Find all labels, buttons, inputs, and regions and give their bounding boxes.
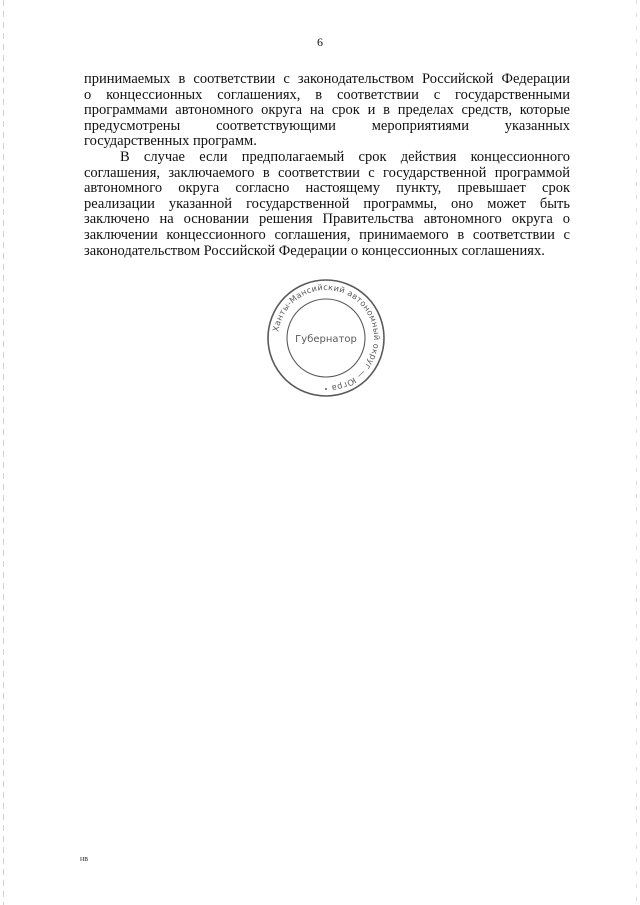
text-line: государственных программ.	[84, 133, 257, 150]
governor-seal-stamp	[264, 276, 388, 400]
body-text	[84, 72, 570, 259]
text-line: реализации указанной государственной программы, оно может быть	[84, 195, 570, 212]
text-line: заключении концессионного соглашения, принимаемого в соответствии с	[84, 226, 570, 243]
text-line: автономного округа согласно настоящему пункту, превышает срок	[84, 180, 570, 197]
seal-ring-text: Ханты-Мансийский автономный округ — Югра	[270, 281, 383, 394]
typist-mark: нв	[80, 854, 89, 863]
text-line: принимаемых в соответствии с законодательством Российской Федерации	[84, 71, 570, 87]
text-line: о концессионных соглашениях, в соответствии с государственными	[84, 86, 570, 103]
text-line: заключено на основании решения Правительства автономного округа о	[84, 211, 570, 228]
seal-center-text: Губернатор	[295, 334, 357, 345]
scan-edge-left	[3, 0, 4, 905]
seal-dot	[325, 388, 327, 390]
paragraph-1	[84, 72, 570, 150]
scan-edge-right	[636, 0, 637, 905]
text-line: программами автономного округа на срок и в пределах средств, которые	[84, 102, 570, 119]
text-line: В случае если предполагаемый срок действия концессионного	[120, 148, 570, 165]
text-line: законодательством Российской Федерации о концессионных соглашениях.	[84, 242, 545, 259]
text-line: предусмотрены соответствующими мероприятиями указанных	[84, 117, 570, 134]
page-number: 6	[317, 35, 323, 49]
paragraph-2	[84, 150, 570, 259]
seal-icon	[264, 276, 388, 400]
text-line: соглашения, заключаемого в соответствии с государственной программой	[84, 164, 570, 181]
